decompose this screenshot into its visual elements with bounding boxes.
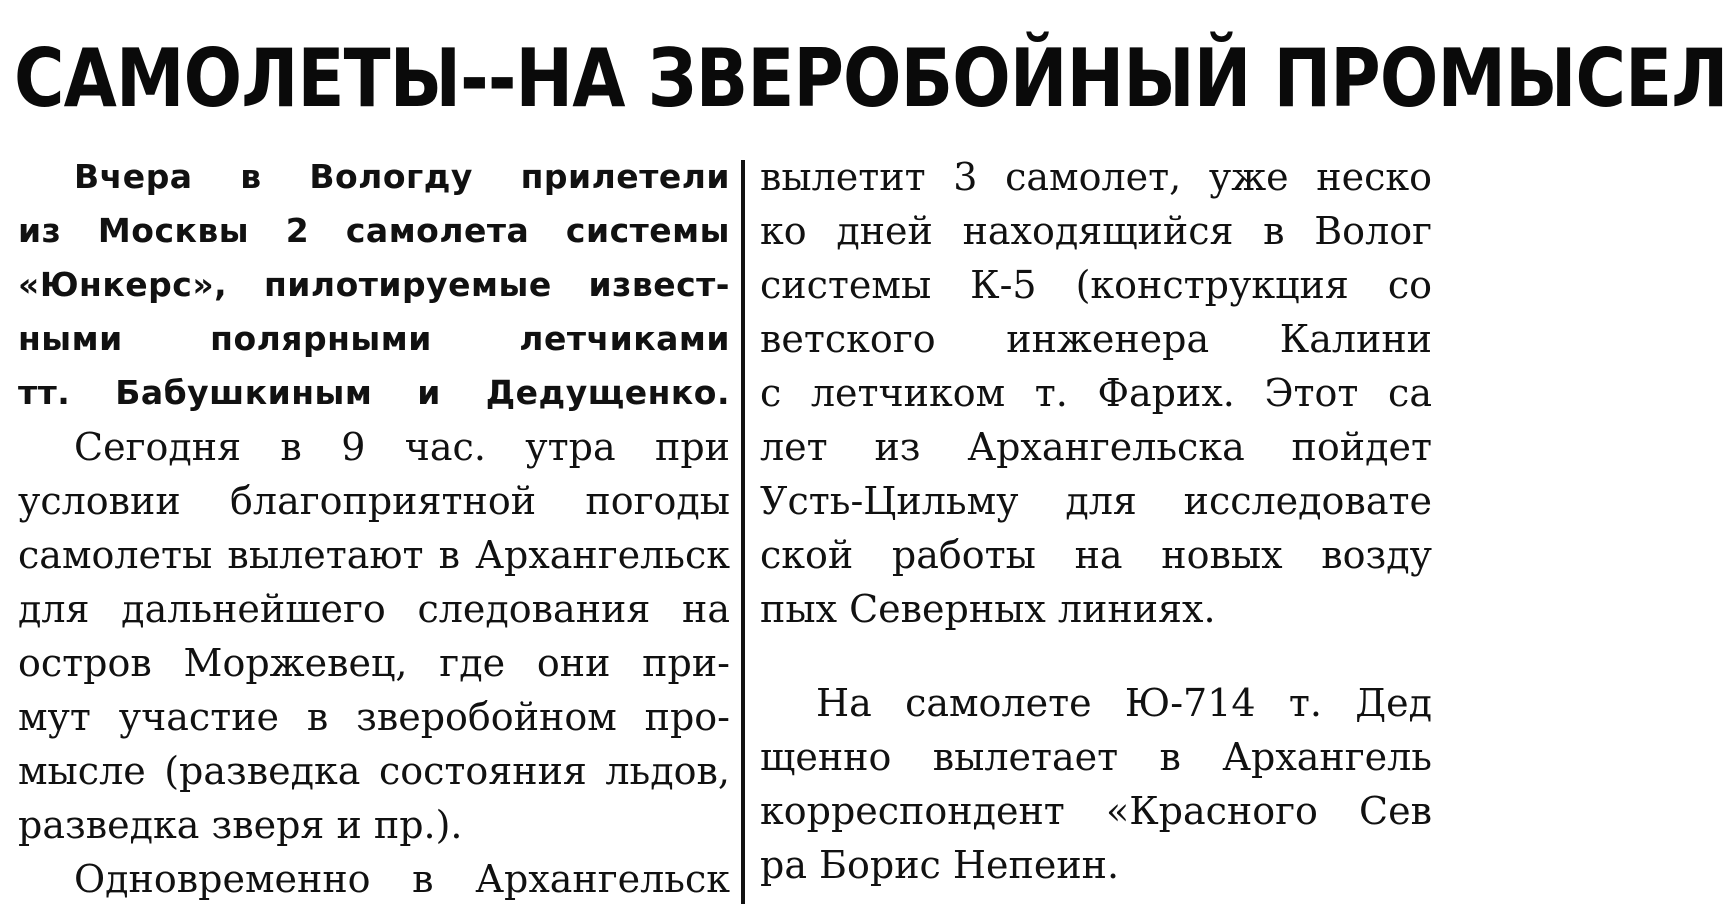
article-line: корреспондент «Красного Сев — [760, 789, 1432, 833]
article-line: ко дней находящийся в Волог — [760, 209, 1432, 253]
article-line: остров Моржевец, где они при- — [18, 641, 730, 685]
article-line: ветского инженера Калини — [760, 317, 1432, 361]
article-line: системы К-5 (конструкция со — [760, 263, 1432, 307]
article-line: лет из Архангельска пойдет — [760, 425, 1432, 469]
article-line: щенно вылетает в Архангель — [760, 735, 1432, 779]
article-line: самолеты вылетают в Архангельск — [18, 533, 730, 577]
article-line: ской работы на новых возду — [760, 533, 1432, 577]
article-line: ра Борис Непеин. — [760, 843, 1120, 887]
column-divider — [741, 160, 745, 904]
article-line: Одновременно в Архангельск — [74, 857, 730, 901]
article-line: ными полярными летчиками — [18, 319, 730, 358]
article-line: Усть-Цильму для исследовате — [760, 479, 1432, 523]
paragraph-gap — [760, 636, 1432, 676]
article-line: разведка зверя и пр.). — [18, 803, 463, 847]
article-line: вылетит 3 самолет, уже неско — [760, 155, 1432, 199]
left-column — [18, 150, 730, 902]
right-column — [760, 150, 1432, 902]
article-line: мут участие в зверобойном про- — [18, 695, 730, 739]
article-line: для дальнейшего следования на — [18, 587, 730, 631]
article-line: условии благоприятной погоды — [18, 479, 730, 523]
article-line: тт. Бабушкиным и Дедущенко. — [18, 373, 730, 412]
article-line: пых Северных линиях. — [760, 587, 1216, 631]
article-line: из Москвы 2 самолета системы — [18, 211, 730, 250]
article-line: Вчера в Вологду прилетели — [74, 157, 730, 196]
article-line: мысле (разведка состояния льдов, — [18, 749, 730, 793]
article-line: с летчиком т. Фарих. Этот са — [760, 371, 1432, 415]
article-line: Сегодня в 9 час. утра при — [74, 425, 730, 469]
article-line: На самолете Ю-714 т. Дед — [816, 681, 1432, 725]
headline: САМОЛЕТЫ--НА ЗВЕРОБОЙНЫЙ ПРОМЫСЕЛ — [14, 32, 1728, 125]
article-line: «Юнкерс», пилотируемые извест- — [18, 265, 730, 304]
